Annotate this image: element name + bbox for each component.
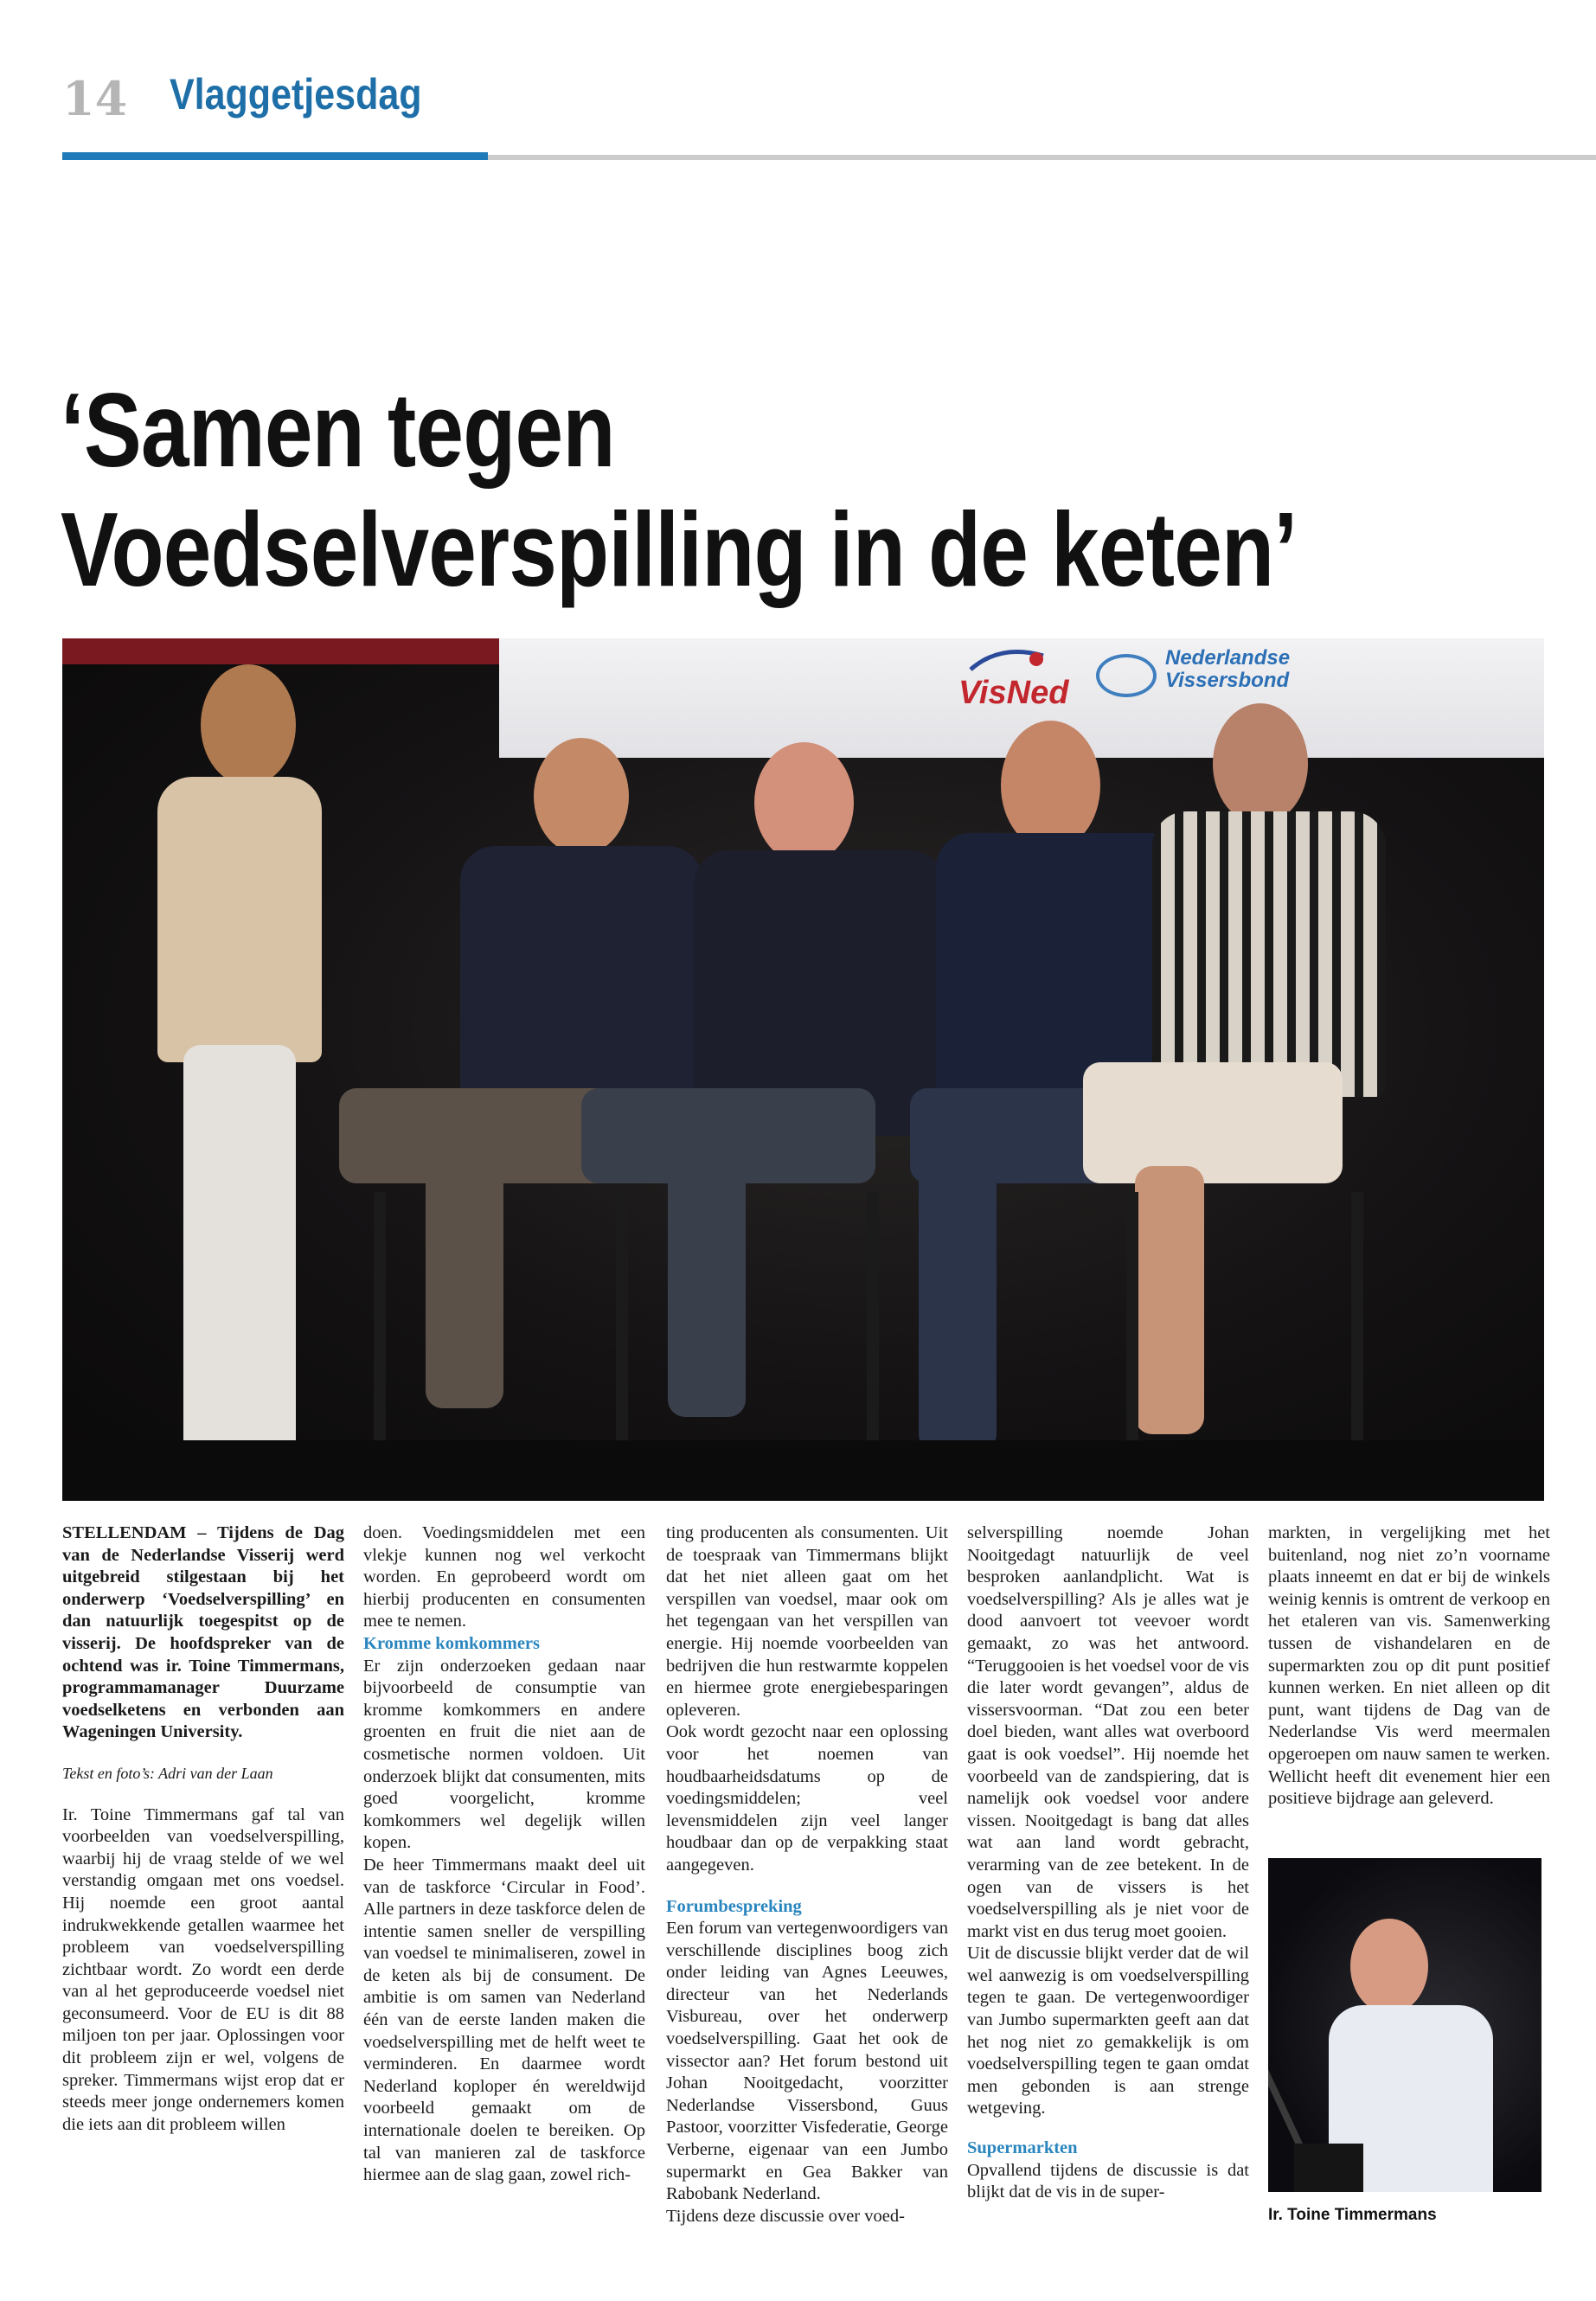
section-title: Vlaggetjesdag: [170, 70, 422, 119]
article-column-3: [666, 1522, 948, 2227]
body-paragraph: Opvallend tijdens de discussie is dat blijkt dat de vis in de super-: [967, 2160, 1249, 2202]
visned-logo: [953, 644, 1074, 713]
body-paragraph: Er zijn onderzoeken gedaan naar bijvoorbeeld de consumptie van kromme komkommers en andere groenten en fruit die niet aan de cosmetische normen voldoen. Uit onderzoek blijkt dat consumenten, mits goed voorgelicht, kromme komkommers wel degelijk willen kopen.: [363, 1656, 645, 1853]
speaker-photo: [1268, 1858, 1542, 2192]
vissersbond-logo-text: Nederlandse Vissersbond: [1165, 646, 1291, 692]
subheading: Kromme komkommers: [363, 1633, 541, 1653]
stool-leg: [867, 1192, 879, 1452]
stool-leg: [1126, 1192, 1138, 1452]
visned-logo-text: VisNed: [958, 675, 1069, 711]
body-paragraph: markten, in vergelijking met het buitenland, nog niet zo’n voorname plaats inneemt en dat er bij de winkels weinig kennis is omtrent de verkoop en het etaleren van vis. Samenwerking tussen de vishandelaren en de supermarkten zou op dit punt positief kunnen werken. En niet alleen op dit punt, want tijdens de Dag van de Nederlandse Vis werd meermalen opgeroepen om nauw samen te werken. Wellicht heeft dit evenement hier een positieve bijdrage aan geleverd.: [1268, 1523, 1550, 1809]
body-paragraph: Een forum van vertegenwoordigers van verschillende disciplines boog zich onder leiding van Agnes Leeuwes, directeur van het Nederlands Visbureau, over het onderwerp voedselverspilling. Gaat het ook de vissector aan? Het forum bestond uit Johan Nooitgedacht, voorzitter Nederlandse Vissersbond, Guus Pastoor, voorzitter Visfederatie, George Verberne, eigenaar van een Jumbo supermarkt en Gea Bakker van Rabobank Nederland.: [666, 1919, 948, 2204]
header-rule-accent: [62, 152, 488, 160]
vissersbond-logo: [1096, 644, 1304, 713]
vissersbond-emblem-icon: [1096, 654, 1157, 697]
article-lead: STELLENDAM – Tijdens de Dag van de Nederlandse Visserij werd uitgebreid stilgestaan bij het onderwerp ‘Voedselverspilling’ en dan natuurlijk toegespitst op de visserij. De hoofdspreker van de ochtend was ir. Toine Timmermans, programmamanager Duurzame voedselketens en verbonden aan Wageningen University.: [62, 1523, 344, 1742]
body-paragraph: selverspilling noemde Johan Nooitgedagt natuurlijk de veel besproken aanlandplicht. Wat is voedselverspilling? Als je alles wat je dood aanvoert tot veevoer wordt gemaakt, zo was het antwoord. “Teruggooien is het voedsel voor de vis die later wordt gevangen”, aldus de vissersvoorman. “Dat zou een beter doel bieden, want alles wat overboord gaat is ook voedsel”. Hij noemde het voorbeeld van de zandspiering, dat is namelijk ook voedsel voor andere vissen. Nooitgedagt is bang dat alles wat aan land wordt gebracht, verarming van de zee betekent. In de ogen van de vissers is het voedselverspilling als je niet voor de markt vist en dus terug moet gooien.: [967, 1523, 1249, 1941]
stage-backdrop: [62, 638, 499, 664]
page-number: 14: [62, 71, 128, 126]
speaker-photo-caption: Ir. Toine Timmermans: [1268, 2206, 1437, 2224]
article-column-5: [1268, 1522, 1550, 1811]
article-column-2: [363, 1522, 645, 2187]
article-column-1: [62, 1522, 344, 2136]
body-paragraph: ting producenten als consumenten. Uit de toespraak van Timmermans blijkt dat het niet alleen gaat om het verspillen van voedsel, maar ook om het tegengaan van het verspillen van energie. Hij noemde voorbeelden van bedrijven die hun restwarmte koppelen en hiermee grote energiebesparingen opleveren.: [666, 1523, 948, 1720]
header-rule: [488, 155, 1596, 160]
photo-credit: Tekst en foto’s: Adri van der Laan: [62, 1764, 273, 1782]
body-paragraph: Tijdens deze discussie over voed-: [666, 2206, 905, 2226]
body-paragraph: Ir. Toine Timmermans gaf tal van voorbeelden van voedselverspilling, waarbij hij de vraag stelde of we wel verstandig omgaan met ons voedsel. Hij noemde een groot aantal indrukwekkende getallen waarmee het probleem van voedselverspilling zichtbaar wordt. Zo wordt een derde van al het geproduceerde voedsel niet geconsumeerd. Voor de EU is dit 88 miljoen ton per jaar. Oplossingen voor dit probleem zijn er wel, volgens de spreker. Timmermans wijst erop dat er steeds meer jonge ondernemers komen die iets aan dit probleem willen: [62, 1804, 344, 2134]
stool-leg: [374, 1192, 386, 1452]
body-paragraph: Ook wordt gezocht naar een oplossing voor het noemen van houdbaarheidsdatums op de voedingsmiddelen; veel levensmiddelen zijn veel langer houdbaar dan op de verpakking staat aangegeven.: [666, 1722, 948, 1875]
article-headline: ‘Samen tegen Voedselverspilling in de keten’: [61, 371, 1298, 608]
stage-floor: [62, 1440, 1544, 1501]
article-column-4: [967, 1522, 1249, 2204]
subheading: Supermarkten: [967, 2138, 1078, 2158]
subheading: Forumbespreking: [666, 1896, 802, 1916]
body-paragraph: doen. Voedingsmiddelen met een vlekje kunnen nog wel verkocht worden. En geprobeerd wordt om hierbij producenten en consumenten mee te nemen.: [363, 1523, 645, 1631]
panel-discussion-photo: [62, 638, 1544, 1501]
body-paragraph: Uit de discussie blijkt verder dat de wil wel aanwezig is om voedselverspilling tegen te gaan. De vertegenwoordiger van Jumbo supermarkten geeft aan dat het nog niet zo gemakkelijk is om voedselverspilling tegen te gaan omdat men gebonden is aan strenge wetgeving.: [967, 1944, 1249, 2118]
stool-leg: [1351, 1192, 1363, 1452]
body-paragraph: De heer Timmermans maakt deel uit van de taskforce ‘Circular in Food’. Alle partners in deze taskforce delen de intentie samen sneller de verspilling van voedsel te minimaliseren, zowel in de keten als bij de consument. De ambitie is om samen van Nederland één van de eerste landen maken die voedselverspilling met de helft weet te verminderen. En daarmee wordt Nederland koploper én wereldwijd voorbeeld gemaakt om de internationale doelen te bereiken. Op tal van manieren zal de taskforce hiermee aan de slag gaan, zowel rich-: [363, 1855, 645, 2185]
stool-leg: [616, 1192, 628, 1452]
